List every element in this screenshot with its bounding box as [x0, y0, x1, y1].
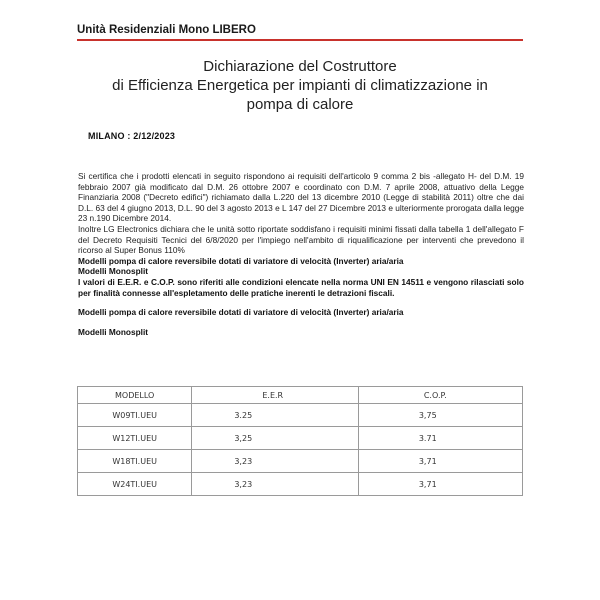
header-cop: C.O.P.	[358, 387, 522, 404]
title-line-1: Dichiarazione del Costruttore	[203, 58, 397, 75]
title-line-3: pompa di calore	[246, 96, 354, 113]
cop-cell: 3,71	[358, 473, 522, 496]
table-row	[78, 404, 523, 427]
cop-cell: 3,71	[358, 450, 522, 473]
model-cell: W09TI.UEU	[78, 404, 192, 427]
model-cell: W24TI.UEU	[78, 473, 192, 496]
cop-cell: 3,75	[358, 404, 522, 427]
eer-cell: 3,23	[192, 450, 359, 473]
eer-cell: 3.25	[192, 404, 359, 427]
table-row	[78, 473, 523, 496]
cop-cell: 3.71	[358, 427, 522, 450]
header-divider	[77, 39, 523, 41]
title-line-2: di Efficienza Energetica per impianti di climatizzazione in	[112, 77, 488, 94]
place-date: MILANO : 2/12/2023	[88, 131, 176, 141]
declaration-body	[78, 171, 524, 337]
monosplit-heading-2: Modelli Monosplit	[78, 326, 149, 337]
model-cell: W18TI.UEU	[78, 450, 192, 473]
table-row	[78, 450, 523, 473]
eer-cell: 3,25	[192, 427, 359, 450]
document-title	[100, 57, 500, 114]
models-heading-2: Modelli pompa di calore reversibile dotati di variatore di velocità (Inverter) aria/aria	[78, 307, 404, 318]
eer-cell: 3,23	[192, 473, 359, 496]
monosplit-heading-1: Modelli Monosplit	[78, 266, 149, 277]
table-row	[78, 427, 523, 450]
models-table	[77, 386, 523, 496]
declaration-paragraph-1: Si certifica che i prodotti elencati in seguito rispondono ai requisiti dell'articolo 9 comma 2 bis -allegato H- del D.M. 19 febbraio 2007 già modificato dal D.M. 26 ottobre 2007 e coordinato con D.M. 7 aprile 2008, attuativo della Legge Finanziaria 2008 ("Decreto edifici") richiamato dalla L.220 del 13 dicembre 2010 (Legge di stabilità 2011) oltre che dai D.L. 63 del 4 giugno 2013, D.L. 90 del 3 agosto 2013 e L 147 del 27 Dicembre 2013 e ulteriormente prorogata dalla legge 23 n.190 Dicembre 2014.	[78, 171, 524, 224]
models-heading-1: Modelli pompa di calore reversibile dotati di variatore di velocità (Inverter) aria/aria	[78, 255, 404, 266]
eer-cop-note: I valori di E.E.R. e C.O.P. sono riferiti alle condizioni elencate nella norma UNI EN 14511 e vengono rilasciati solo per finalità connesse all'espletamento delle pratiche inerenti le detrazioni fiscali.	[78, 276, 524, 298]
header-model: MODELLO	[78, 387, 192, 404]
company-header: Unità Residenziali Mono LIBERO	[77, 24, 256, 36]
declaration-paragraph-2: Inoltre LG Electronics dichiara che le unità sotto riportate soddisfano i requisiti minimi fissati dalla tabella 1 dell'allegato F del Decreto Requisiti Tecnici del 6/8/2020 per l'impiego nell'ambito di riqualificazione per interventi che prevedono il ricorso al Super Bonus 110%	[78, 223, 524, 256]
table-header-row	[78, 387, 523, 404]
model-cell: W12TI.UEU	[78, 427, 192, 450]
header-eer: E.E.R	[192, 387, 359, 404]
